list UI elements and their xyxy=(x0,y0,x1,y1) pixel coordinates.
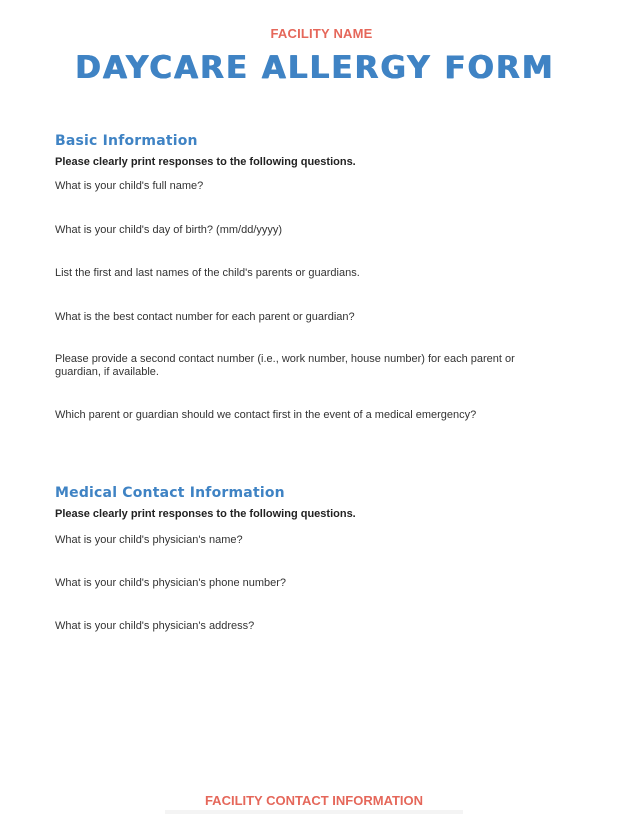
footer-divider xyxy=(165,810,463,814)
question-best-contact-number: What is the best contact number for each parent or guardian? xyxy=(55,311,355,323)
question-emergency-contact: Which parent or guardian should we contact first in the event of a medical emergency? xyxy=(55,409,477,421)
question-second-contact-number: Please provide a second contact number (i.e., work number, house number) for each parent or guardian, if available. xyxy=(55,353,515,378)
section-instructions: Please clearly print responses to the following questions. xyxy=(55,156,356,168)
form-title: DAYCARE ALLERGY FORM xyxy=(75,50,555,86)
question-child-full-name: What is your child's full name? xyxy=(55,180,204,192)
facility-contact-information: FACILITY CONTACT INFORMATION xyxy=(204,793,424,808)
section-heading: Medical Contact Information xyxy=(55,485,285,501)
section-medical-contact-information xyxy=(55,483,595,643)
section-heading: Basic Information xyxy=(55,133,198,149)
question-physician-name: What is your child's physician's name? xyxy=(55,534,243,546)
question-parent-names: List the first and last names of the child's parents or guardians. xyxy=(55,267,360,279)
question-child-birth-date: What is your child's day of birth? (mm/dd/yyyy) xyxy=(55,224,283,236)
section-basic-information xyxy=(55,131,595,431)
facility-name: FACILITY NAME xyxy=(270,26,373,41)
question-physician-address: What is your child's physician's address? xyxy=(55,620,255,632)
question-physician-phone: What is your child's physician's phone number? xyxy=(55,577,287,589)
section-instructions: Please clearly print responses to the following questions. xyxy=(55,508,356,520)
